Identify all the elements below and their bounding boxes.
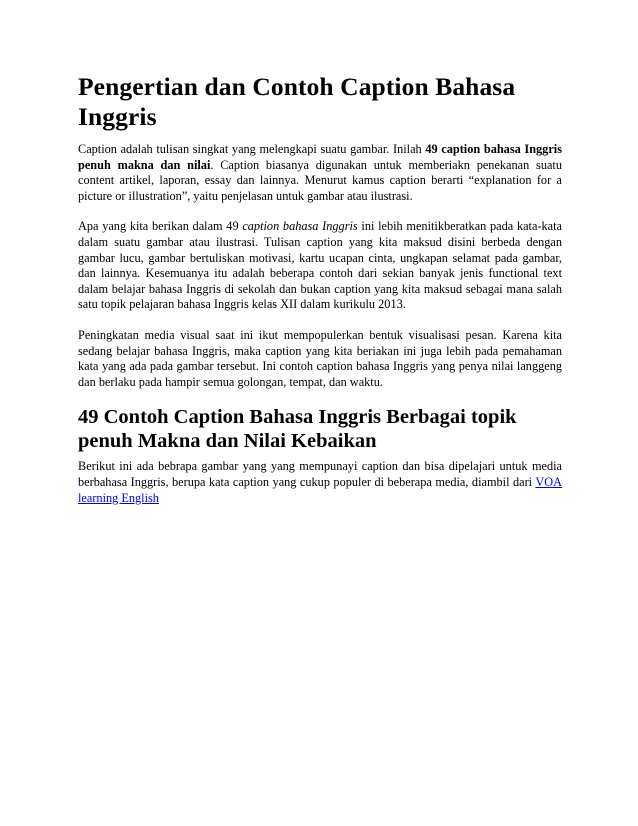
- paragraph-intro-text-b: . Caption biasanya digunakan untuk memberiakn penekanan suatu content artikel, laporan, essay dan lainnya. Menurut kamus caption berarti “explanation for a picture or illustration”, yaitu penjelasan untuk gambar atau ilustrasi.: [78, 157, 562, 203]
- paragraph-scope: [78, 219, 562, 313]
- section-heading: 49 Contoh Caption Bahasa Inggris Berbagai topik penuh Makna dan Nilai Kebaikan: [78, 406, 517, 453]
- document-page: [78, 72, 562, 506]
- paragraph-scope-text-a: Apa yang kita berikan dalam 49: [78, 219, 243, 234]
- paragraph-scope-italic: caption bahasa Inggris: [242, 219, 358, 234]
- paragraph-source-text: Berikut ini ada bebrapa gambar yang yang mempunayi caption dan bisa dipelajari untuk media berbahasa Inggris, berupa kata caption yang cukup populer di beberapa media, diambil dari: [78, 459, 562, 489]
- paragraph-intro-text-a: Caption adalah tulisan singkat yang melengkapi suatu gambar. Inilah: [78, 142, 426, 156]
- voa-learning-english-link[interactable]: VOA learning English: [78, 474, 562, 505]
- paragraph-intro: [78, 142, 562, 204]
- paragraph-scope-text-b: ini lebih menitikberatkan pada kata-kata dalam suatu gambar atau ilustrasi. Tulisan caption yang kita maksud disini berbeda dengan gambar lucu, gambar bertuliskan motivasi, kartu ucapan cinta, ungkapan selamat pada gambar, dan lainnya. Kesemuanya itu adalah beberapa contoh dari sekian banyak jenis functional text dalam belajar bahasa Inggris di sekolah dan bukan caption yang kita maksud sebagai mana salah satu topik pelajaran bahasa Inggris kelas XII dalam kurikulu 2013.: [78, 219, 563, 312]
- paragraph-intro-bold: 49 caption bahasa Inggris penuh makna dan nilai: [78, 142, 562, 172]
- paragraph-source: [78, 459, 562, 506]
- paragraph-visual-media: Peningkatan media visual saat ini ikut mempopulerkan bentuk visualisasi pesan. Karena kita sedang belajar bahasa Inggris, maka caption yang kita beriakan ini juga lebih pada pemahaman kata yang ada pada gambar tersebut. Ini contoh caption bahasa Inggris yang penya nilai langgeng dan berlaku pada hampir semua golongan, tempat, dan waktu.: [78, 327, 562, 389]
- page-title: Pengertian dan Contoh Caption Bahasa Inggris: [78, 72, 516, 131]
